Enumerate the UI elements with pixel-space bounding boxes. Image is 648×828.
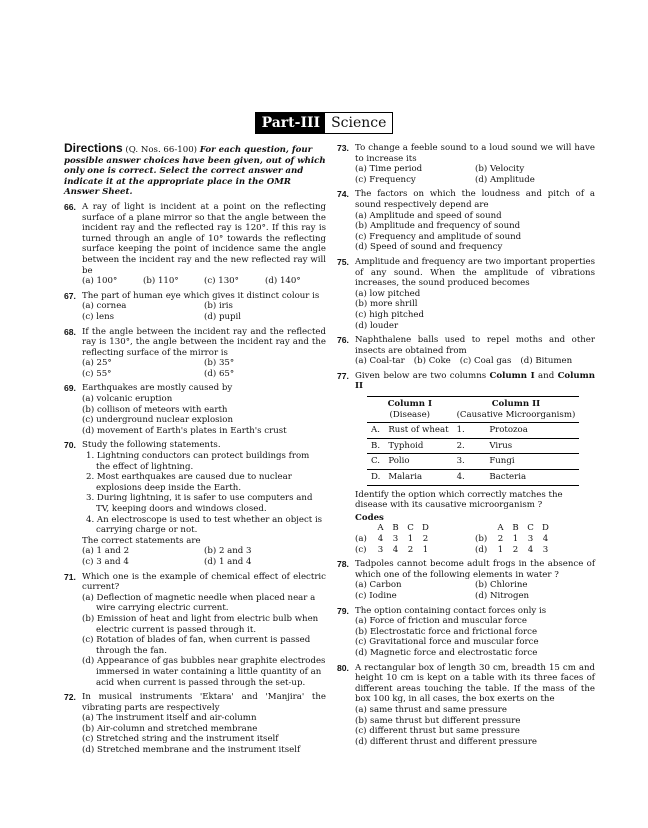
option-d: (d) Stretched membrane and the instrument itself [82, 745, 301, 756]
option-c: (c) underground nuclear explosion [82, 415, 234, 426]
table-row [367, 470, 579, 486]
codes-grid [355, 523, 595, 555]
option-b: (b) Chlorine [475, 580, 528, 591]
column-two-header [453, 397, 580, 423]
option-c: (c) high pitched [355, 309, 424, 320]
row-key: 2. [456, 440, 465, 451]
option-c: (c) lens [82, 311, 115, 322]
directions-range: (Q. Nos. 66-100) [125, 145, 198, 155]
answer-options [82, 593, 326, 688]
option-a: (a) volcanic eruption [82, 394, 173, 405]
stem-text: Given below are two columns [355, 370, 487, 381]
question-number: 72. [64, 692, 76, 703]
row-microorganism: Protozoa [489, 425, 528, 436]
question-number: 76. [337, 335, 349, 346]
option-b: (b) 35° [204, 358, 235, 369]
option-c: (c) 55° [82, 368, 112, 379]
table-row [367, 423, 579, 439]
match-table [367, 396, 579, 486]
code-option-d [475, 545, 595, 556]
question-stem: The factors on which the loudness and pitch of a sound respectively depend are [355, 189, 595, 210]
option-a: (a) 100° [82, 276, 118, 287]
code-option-c [355, 545, 475, 556]
question-stem: Tadpoles cannot become adult frogs in the absence of which one of the following elements in water ? [355, 559, 595, 580]
option-b: (b) Coke [413, 356, 451, 367]
question-stem: Amplitude and frequency are two important properties of any sound. When the amplitude of vibrations increases, the sound produced becomes [355, 256, 595, 289]
code-value: 4 [527, 544, 534, 555]
option-d: (d) 1 and 4 [204, 556, 252, 567]
option-b: (b) 2 and 3 [204, 546, 252, 557]
question-79 [337, 606, 595, 659]
codes-header-cell: C [527, 523, 534, 534]
code-value: 3 [377, 544, 384, 555]
left-column [64, 143, 326, 760]
codes-header-cell: B [512, 523, 519, 534]
code-value: 3 [542, 544, 549, 555]
code-value: 4 [392, 544, 399, 555]
option-d: (d) 65° [204, 368, 235, 379]
stem-column-one: Column I [489, 370, 535, 381]
question-72 [64, 692, 326, 756]
stem-column-two: Column II [355, 370, 596, 392]
stem-and: and [538, 370, 555, 381]
section-title-box [255, 112, 394, 134]
option-c: (c) Iodine [355, 590, 397, 601]
answer-options [355, 616, 595, 658]
question-number: 80. [337, 662, 349, 673]
option-c: (c) Gravitational force and muscular force [355, 637, 539, 648]
codes-header-cell: D [542, 523, 549, 534]
question-number: 74. [337, 189, 349, 200]
code-value: 1 [512, 534, 519, 544]
row-key: C. [371, 456, 381, 467]
question-stem: Study the following statements. [82, 440, 221, 451]
option-b: (b) Amplitude and frequency of sound [355, 221, 521, 232]
option-d: (d) Magnetic force and electrostatic force [355, 647, 538, 658]
option-b: (b) Electrostatic force and frictional force [355, 626, 538, 637]
question-number: 73. [337, 143, 349, 153]
question-stem: The part of human eye which gives it distinct colour is [82, 290, 320, 301]
option-b: (b) Velocity [475, 164, 525, 175]
question-stem: Which one is the example of chemical effect of electric current? [82, 571, 326, 593]
codes-header-cell: D [422, 523, 429, 534]
code-value: 1 [497, 544, 504, 555]
question-number: 79. [337, 605, 349, 616]
column-one-subtitle: (Disease) [389, 409, 431, 420]
question-75 [337, 257, 595, 331]
code-value: 2 [497, 534, 504, 544]
code-value: 4 [542, 534, 549, 544]
answer-options [82, 301, 326, 322]
row-disease: Malaria [388, 472, 423, 483]
code-value: 4 [377, 534, 384, 544]
code-label: (b) [475, 534, 488, 544]
question-stem: The option containing contact forces only is [355, 605, 547, 616]
option-c: (c) 3 and 4 [82, 556, 129, 567]
match-table-header [367, 397, 579, 423]
option-c: (c) Stretched string and the instrument itself [82, 734, 279, 745]
statement-item: 1. Lightning conductors can protect buildings from the effect of lightning. [86, 451, 310, 472]
table-row [367, 438, 579, 454]
option-a: (a) The instrument itself and air-column [82, 713, 257, 724]
statement-list [82, 451, 326, 536]
answer-options [355, 705, 595, 747]
subject-label: Science [331, 115, 387, 131]
option-a: (a) Force of friction and muscular force [355, 616, 527, 627]
option-d: (d) movement of Earth's plates in Earth's crust [82, 425, 287, 436]
code-value: 2 [407, 544, 414, 555]
option-b: (b) iris [204, 301, 233, 312]
code-option-b [475, 534, 595, 545]
question-stem: To change a feeble sound to a loud sound we will have to increase its [355, 143, 595, 164]
row-key: 3. [456, 456, 465, 467]
option-c: (c) Frequency [355, 174, 416, 185]
column-two-title: Column II [491, 399, 541, 410]
option-a: (a) 1 and 2 [82, 546, 130, 557]
answer-options [355, 580, 595, 601]
option-d: (d) Amplitude [475, 174, 535, 185]
question-73 [337, 143, 595, 185]
answer-options [355, 356, 595, 367]
code-label: (c) [355, 544, 367, 555]
option-d: (d) different thrust and different pressure [355, 736, 538, 747]
code-option-a [355, 534, 475, 545]
question-stem: If the angle between the incident ray and the reflected ray is 130°, the angle between the incident ray and the reflecting surface of the mirror is [82, 326, 326, 358]
code-value: 2 [422, 534, 429, 544]
question-78 [337, 559, 595, 601]
answer-options [355, 211, 595, 253]
option-c: (c) 130° [204, 276, 239, 287]
option-b: (b) 110° [143, 276, 179, 287]
statement-item: 4. An electroscope is used to test whether an object is carrying charge or not. [86, 514, 323, 536]
code-value: 3 [392, 534, 399, 544]
option-a: (a) Carbon [355, 580, 402, 591]
question-stem: A ray of light is incident at a point on the reflecting surface of a plane mirror so that the angle between the incident ray and the reflected ray is 120°. If this ray is turned through an angle of 10° towards the reflecting surface keeping the point of incidence same the angle between the incident ray and the new reflected ray will be [82, 201, 326, 276]
answer-options [355, 289, 595, 331]
option-a: (a) low pitched [355, 288, 421, 299]
codes-label: Codes [355, 512, 384, 523]
right-column [337, 143, 595, 751]
option-a: (a) same thrust and same pressure [355, 704, 507, 715]
question-stem: A rectangular box of length 30 cm, breadth 15 cm and height 10 cm is kept on a table with its three faces of different areas touching the table. If the mass of the box 100 kg, in all cases, the box exerts on the [355, 662, 595, 705]
question-stem [355, 371, 595, 392]
question-69 [64, 383, 326, 436]
table-row [367, 454, 579, 470]
option-b: (b) collison of meteors with earth [82, 404, 228, 415]
codes-header-cell: A [497, 523, 504, 534]
option-a: (a) Amplitude and speed of sound [355, 210, 502, 221]
question-70 [64, 440, 326, 567]
row-key: 1. [456, 425, 465, 436]
row-microorganism: Bacteria [489, 472, 527, 483]
row-disease: Typhoid [388, 440, 424, 451]
question-lead: The correct statements are [82, 535, 201, 546]
question-number: 69. [64, 383, 76, 394]
row-disease: Rust of wheat [388, 425, 449, 436]
answer-options [82, 358, 326, 379]
answer-options [82, 546, 326, 567]
row-key: A. [371, 425, 380, 436]
codes-block-right [475, 523, 595, 555]
statement-item: 2. Most earthquakes are caused due to nuclear explosions deep inside the Earth. [86, 472, 292, 493]
option-c: (c) different thrust but same pressure [355, 726, 520, 737]
option-b: (b) more shrill [355, 299, 418, 310]
row-key: 4. [456, 472, 465, 483]
code-value: 2 [512, 544, 519, 555]
statement-item: 3. During lightning, it is safer to use computers and TV, keeping doors and windows closed. [86, 493, 313, 514]
column-two-subtitle: (Causative Microorganism) [456, 409, 576, 420]
code-value: 1 [422, 544, 429, 555]
question-stem: Naphthalene balls used to repel moths and other insects are obtained from [355, 335, 595, 356]
option-d: (d) Bitumen [520, 356, 573, 367]
option-c: (c) Frequency and amplitude of sound [355, 231, 522, 242]
question-instruction: Identify the option which correctly matches the disease with its causative microorganism ? [355, 489, 563, 511]
code-value: 1 [407, 534, 414, 544]
question-stem: Earthquakes are mostly caused by [82, 383, 233, 394]
directions-text: For each question, four possible answer choices have been given, out of which only one is correct. Select the correct answer and indicate it at the appropriate place in the OMR Answer Sheet. [64, 145, 326, 198]
question-67 [64, 291, 326, 323]
question-77 [337, 371, 595, 555]
codes-header-cell: C [407, 523, 414, 534]
code-label: (a) [355, 534, 367, 544]
option-a: (a) 25° [82, 358, 112, 369]
option-d: (d) 140° [265, 276, 301, 287]
option-d: (d) louder [355, 320, 399, 331]
question-76 [337, 335, 595, 367]
column-one-header [367, 397, 453, 423]
question-66 [64, 202, 326, 287]
answer-options [82, 394, 326, 436]
option-b: (b) Emission of heat and light from electric bulb when electric current is passed through it. [82, 613, 319, 635]
option-d: (d) Nitrogen [475, 590, 530, 601]
option-c: (c) Coal gas [459, 356, 512, 367]
row-key: D. [371, 472, 381, 483]
section-header [0, 112, 648, 134]
code-value: 3 [527, 534, 534, 544]
code-label: (d) [475, 544, 488, 555]
option-d: (d) Speed of sound and frequency [355, 242, 503, 253]
question-number: 75. [337, 256, 349, 267]
option-a: (a) Time period [355, 164, 423, 175]
codes-header-row [475, 523, 595, 534]
codes-header-cell: A [377, 523, 384, 534]
row-disease: Polio [388, 456, 410, 467]
question-number: 68. [64, 326, 76, 337]
question-71 [64, 572, 326, 689]
question-74 [337, 189, 595, 253]
codes-block-left [355, 523, 475, 555]
row-key: B. [371, 440, 381, 451]
column-one-title: Column I [387, 399, 432, 410]
option-c: (c) Rotation of blades of fan, when current is passed through the fan. [82, 635, 311, 656]
question-number: 66. [64, 201, 76, 212]
directions-label: Directions [64, 141, 123, 155]
question-number: 70. [64, 440, 76, 451]
question-stem: In musical instruments 'Ektara' and 'Manjira' the vibrating parts are respectively [82, 692, 326, 713]
codes-header-cell: B [392, 523, 399, 534]
option-d: (d) pupil [204, 311, 241, 322]
question-number: 77. [337, 370, 349, 381]
option-b: (b) same thrust but different pressure [355, 715, 521, 726]
answer-options [355, 164, 595, 185]
question-80 [337, 663, 595, 748]
directions [64, 143, 326, 198]
row-microorganism: Virus [489, 440, 513, 451]
question-68 [64, 327, 326, 380]
codes-header-row [355, 523, 475, 534]
answer-options [82, 713, 326, 755]
answer-options [82, 276, 326, 287]
question-number: 71. [64, 571, 76, 582]
question-number: 67. [64, 290, 76, 301]
option-a: (a) cornea [82, 301, 127, 312]
option-a: (a) Deflection of magnetic needle when placed near a wire carrying electric current. [82, 592, 316, 614]
option-b: (b) Air-column and stretched membrane [82, 723, 258, 734]
option-a: (a) Coal-tar [355, 356, 405, 367]
row-microorganism: Fungi [489, 456, 515, 467]
option-d: (d) Appearance of gas bubbles near graphite electrodes immersed in water containing a little quantity of an acid when current is passed through the set-up. [82, 656, 326, 688]
question-number: 78. [337, 559, 349, 570]
part-label: Part-III [256, 113, 326, 133]
